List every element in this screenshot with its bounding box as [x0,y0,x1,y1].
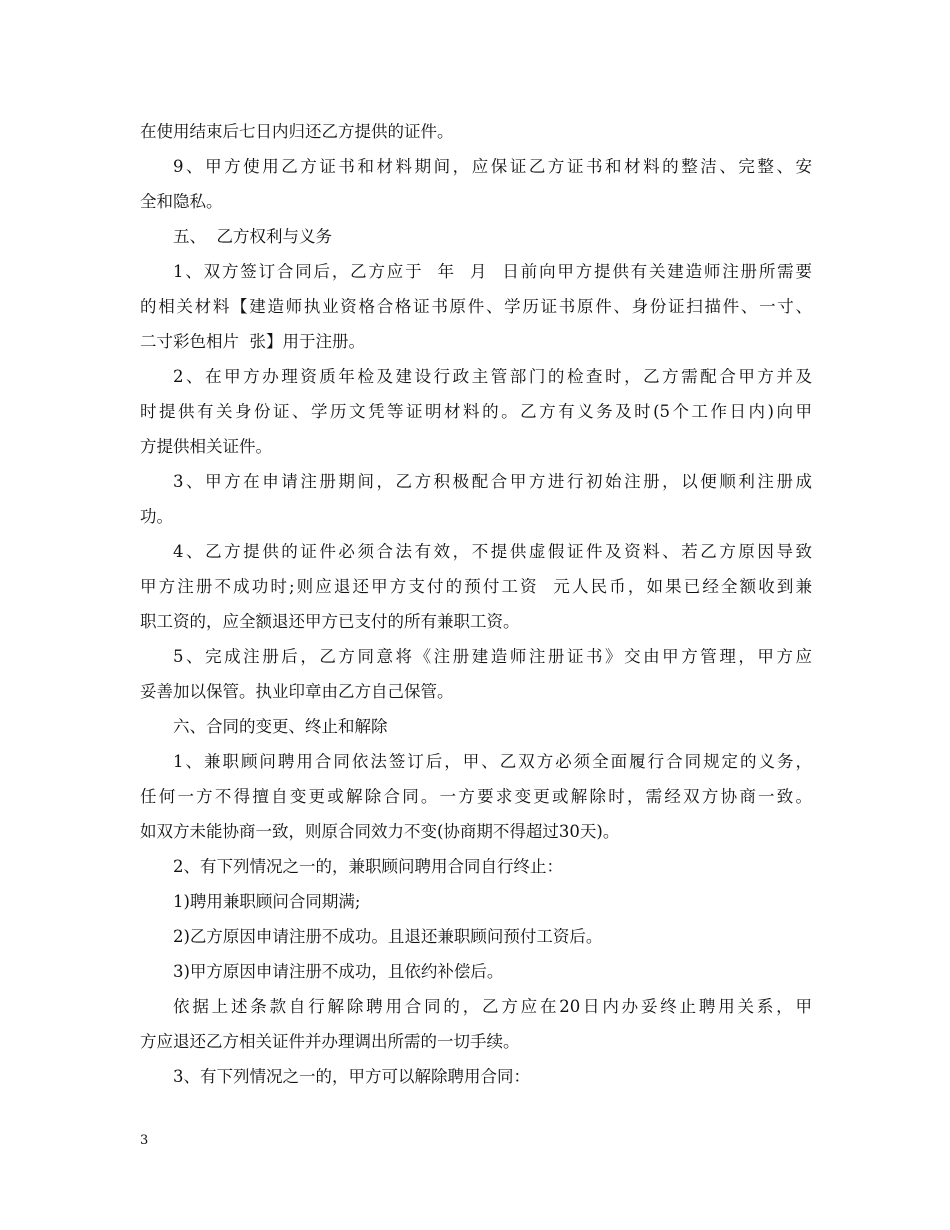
paragraph-line: 3、甲方在申请注册期间，乙方积极配合甲方进行初始注册，以便顺利注册成 [173,472,812,491]
paragraph-line: 1、兼职顾问聘用合同依法签订后，甲、乙双方必须全面履行合同规定的义务， [173,752,812,771]
page-number: 3 [140,1133,149,1148]
list-item: 1)聘用兼职顾问合同期满; [173,892,361,911]
section-heading: 五、 乙方权利与义务 [173,227,332,246]
paragraph-line: 9、甲方使用乙方证书和材料期间，应保证乙方证书和材料的整洁、完整、安 [173,157,812,176]
paragraph-line: 2、在甲方办理资质年检及建设行政主管部门的检查时，乙方需配合甲方并及 [173,367,812,386]
paragraph-line: 时提供有关身份证、学历文凭等证明材料的。乙方有义务及时(5个工作日内)向甲 [140,402,812,421]
paragraph-line: 3、有下列情况之一的，甲方可以解除聘用合同： [173,1067,530,1086]
paragraph-line: 方提供相关证件。 [140,437,272,456]
paragraph-line: 2、有下列情况之一的，兼职顾问聘用合同自行终止： [173,857,563,876]
paragraph-line: 在使用结束后七日内归还乙方提供的证件。 [140,122,454,141]
paragraph-line: 任何一方不得擅自变更或解除合同。一方要求变更或解除时，需经双方协商一致。 [140,787,812,806]
paragraph-line: 1、双方签订合同后，乙方应于 年 月 日前向甲方提供有关建造师注册所需要 [173,262,812,281]
paragraph-line: 如双方未能协商一致，则原合同效力不变(协商期不得超过30天)。 [140,822,620,841]
paragraph-line: 方应退还乙方相关证件并办理调出所需的一切手续。 [140,1032,520,1051]
document-body [140,114,812,1094]
paragraph-line: 5、完成注册后，乙方同意将《注册建造师注册证书》交由甲方管理，甲方应 [173,647,812,666]
paragraph-line: 甲方注册不成功时;则应退还甲方支付的预付工资 元人民币，如果已经全额收到兼 [140,577,812,596]
paragraph-line: 4、乙方提供的证件必须合法有效，不提供虚假证件及资料、若乙方原因导致 [173,542,812,561]
paragraph-line: 职工资的，应全额退还甲方已支付的所有兼职工资。 [140,612,520,631]
paragraph-line: 二寸彩色相片 张】用于注册。 [140,332,365,351]
paragraph-line: 功。 [140,507,173,526]
paragraph-line: 妥善加以保管。执业印章由乙方自己保管。 [140,682,454,701]
paragraph-line: 依据上述条款自行解除聘用合同的，乙方应在20日内办妥终止聘用关系，甲 [173,997,812,1016]
list-item: 2)乙方原因申请注册不成功。且退还兼职顾问预付工资后。 [173,927,603,946]
paragraph-line: 全和隐私。 [140,192,223,211]
section-heading: 六、合同的变更、终止和解除 [173,717,388,736]
paragraph-line: 的相关材料【建造师执业资格合格证书原件、学历证书原件、身份证扫描件、一寸、 [140,297,812,316]
list-item: 3)甲方原因申请注册不成功，且依约补偿后。 [173,962,504,981]
